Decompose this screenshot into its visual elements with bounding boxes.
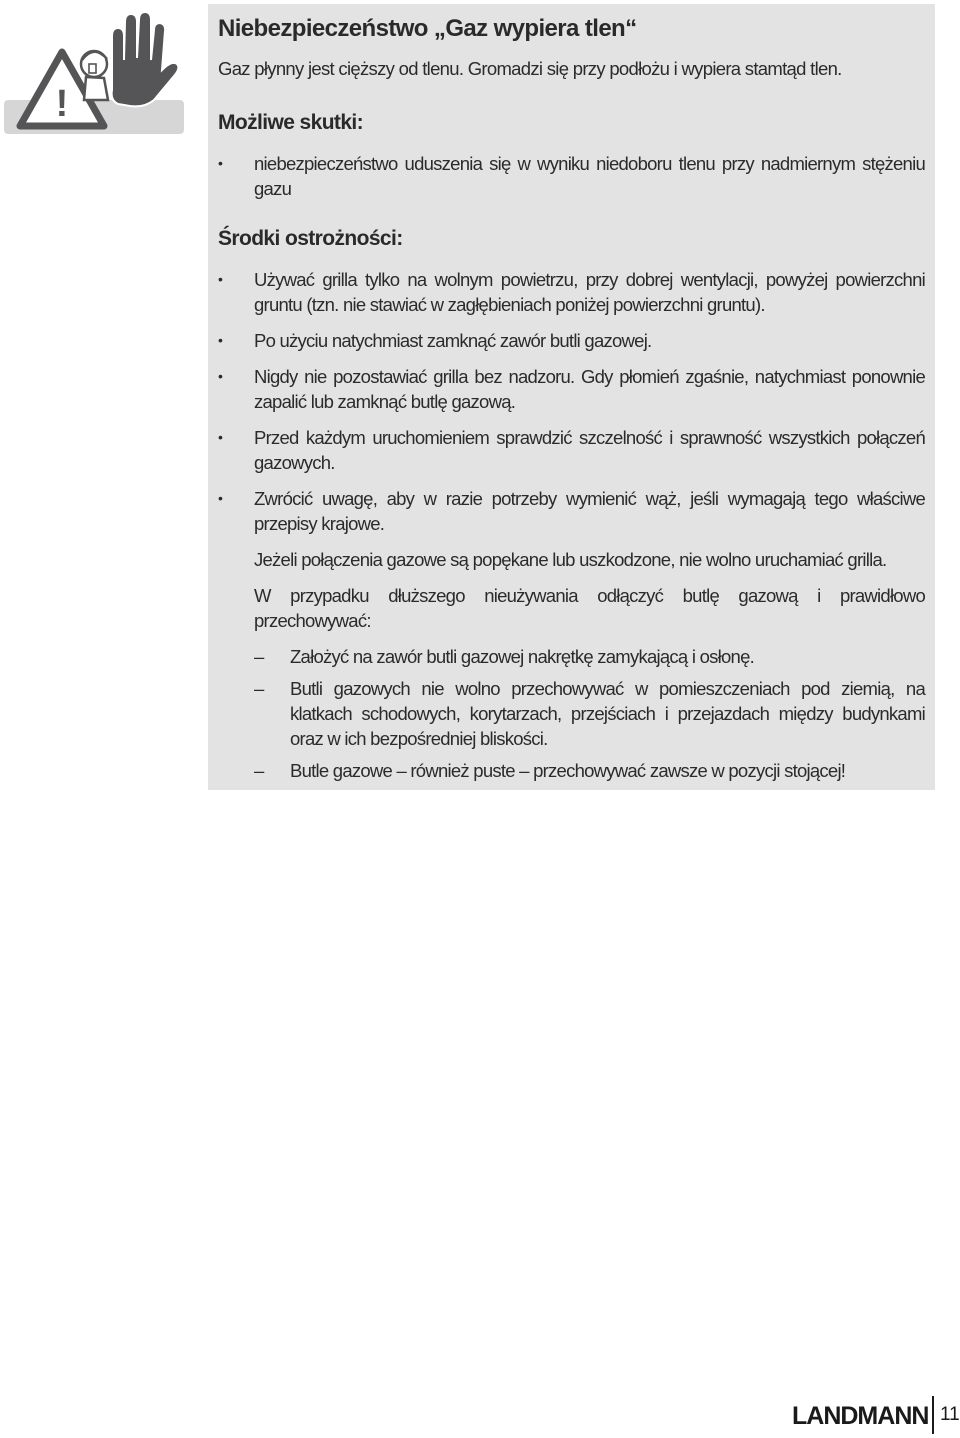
dash: –	[254, 646, 264, 667]
dash: –	[254, 678, 264, 699]
bullet: •	[218, 429, 223, 445]
bullet: •	[218, 490, 223, 506]
effect-text: niebezpieczeństwo uduszenia się w wyniku niedoboru tlenu przy nadmiernym stężeniu gazu	[254, 153, 925, 199]
precautions-list	[218, 267, 925, 536]
page-number: 11	[940, 1404, 960, 1425]
precaution-text: Przed każdym uruchomieniem sprawdzić szczelność i sprawność wszystkich połączeń gazowych.	[254, 427, 925, 473]
list-item	[218, 758, 925, 783]
precaution-text: Używać grilla tylko na wolnym powietrzu, przy dobrej wentylacji, powyżej powierzchni gruntu (tzn. nie stawiać w zagłębieniach poniżej powierzchni gruntu).	[254, 269, 925, 315]
list-item	[218, 425, 925, 475]
storage-text: Założyć na zawór butli gazowej nakrętkę zamykającą i osłonę.	[290, 646, 754, 667]
list-item	[218, 486, 925, 536]
storage-intro: W przypadku dłuższego nieużywania odłączyć butlę gazową i prawidłowo przechowywać:	[254, 585, 925, 631]
warning-intro: Gaz płynny jest cięższy od tlenu. Gromadzi się przy podłożu i wypiera stamtąd tlen.	[218, 58, 842, 79]
dash: –	[254, 760, 264, 781]
list-item	[218, 364, 925, 414]
list-item	[218, 676, 925, 751]
bullet: •	[218, 368, 223, 384]
precaution-text: Po użyciu natychmiast zamknąć zawór butli gazowej.	[254, 330, 652, 351]
precautions-heading: Środki ostrożności:	[218, 227, 403, 250]
warning-title: Niebezpieczeństwo „Gaz wypiera tlen“	[218, 15, 637, 42]
damaged-connections-note: Jeżeli połączenia gazowe są popękane lub uszkodzone, nie wolno uruchamiać grilla.	[254, 549, 887, 570]
exclamation-mark: !	[55, 83, 69, 125]
brand-logo: LANDMANN	[792, 1402, 929, 1430]
warning-triangle-stop-hand-icon	[4, 4, 184, 134]
list-item	[218, 328, 925, 353]
precaution-text: Nigdy nie pozostawiać grilla bez nadzoru. Gdy płomień zgaśnie, natychmiast ponownie zapalić lub zamknąć butlę gazową.	[254, 366, 925, 412]
bullet: •	[218, 271, 223, 287]
list-item	[218, 267, 925, 317]
storage-list	[218, 644, 925, 783]
effects-heading: Możliwe skutki:	[218, 111, 364, 134]
effects-list	[218, 151, 925, 201]
storage-text: Butle gazowe – również puste – przechowywać zawsze w pozycji stojącej!	[290, 760, 846, 781]
warning-panel	[208, 4, 935, 790]
footer-divider	[932, 1396, 934, 1434]
list-item	[218, 644, 925, 669]
bullet: •	[218, 155, 223, 171]
list-item	[218, 151, 925, 201]
bullet: •	[218, 332, 223, 348]
precaution-text: Zwrócić uwagę, aby w razie potrzeby wymienić wąż, jeśli wymagają tego właściwe przepisy krajowe.	[254, 488, 925, 534]
storage-text: Butli gazowych nie wolno przechowywać w pomieszczeniach pod ziemią, na klatkach schodowych, korytarzach, przejściach i przejazdach między budynkami oraz w ich bezpośredniej bliskości.	[290, 678, 925, 749]
